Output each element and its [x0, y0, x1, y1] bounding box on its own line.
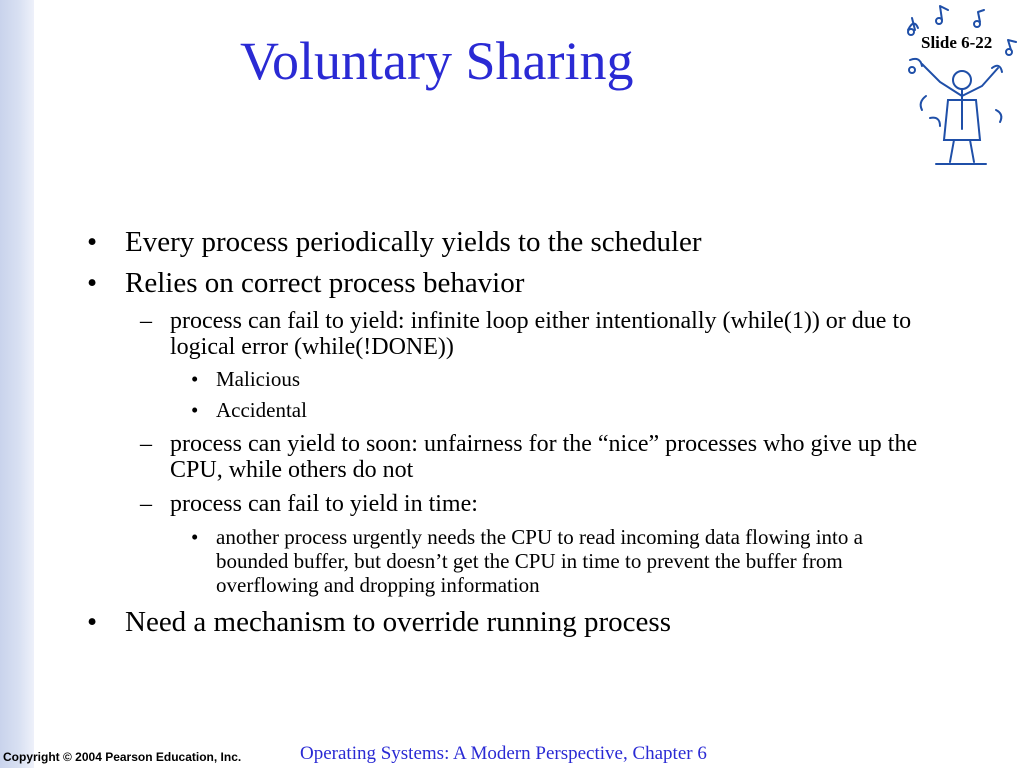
bullet-marker: • [87, 226, 98, 258]
list-item [87, 267, 525, 299]
bullet-text: Accidental [216, 398, 307, 422]
list-item [140, 491, 940, 517]
list-item [191, 525, 906, 597]
slide-title: Voluntary Sharing [240, 31, 634, 91]
bullet-marker: • [191, 398, 199, 422]
bullet-marker: • [87, 606, 98, 638]
copyright-notice: Copyright © 2004 Pearson Education, Inc. [3, 750, 242, 764]
bullet-text: process can yield to soon: unfairness for the “nice” processes who give up the CPU, while others do not [170, 431, 918, 483]
bullet-text: Relies on correct process behavior [125, 267, 525, 299]
bullet-marker: • [191, 525, 199, 549]
left-gradient-bar [0, 0, 34, 768]
bullet-text: another process urgently needs the CPU to read incoming data flowing into a bounded buffer, but doesn’t get the CPU in time to prevent the buffer from overflowing and dropping information [216, 525, 863, 597]
bullet-text: process can fail to yield: infinite loop either intentionally (while(1)) or due to logical error (while(!DONE)) [170, 308, 912, 360]
bullet-text: process can fail to yield in time: [170, 491, 478, 517]
list-item [87, 226, 702, 258]
bullet-marker: – [140, 491, 152, 517]
bullet-text: Malicious [216, 367, 300, 391]
list-item [140, 308, 940, 360]
bullet-marker: • [191, 367, 199, 391]
list-item [191, 367, 906, 391]
bullet-marker: – [140, 431, 152, 457]
music-conductor-icon [900, 0, 1024, 172]
bullet-text: Need a mechanism to override running process [125, 606, 671, 638]
bullet-marker: – [140, 308, 152, 334]
slide-number: Slide 6-22 [921, 33, 993, 52]
course-footer: Operating Systems: A Modern Perspective, Chapter 6 [300, 743, 707, 764]
list-item [140, 431, 940, 483]
list-item [87, 606, 671, 638]
bullet-marker: • [87, 267, 98, 299]
list-item [191, 398, 906, 422]
bullet-text: Every process periodically yields to the scheduler [125, 226, 702, 258]
